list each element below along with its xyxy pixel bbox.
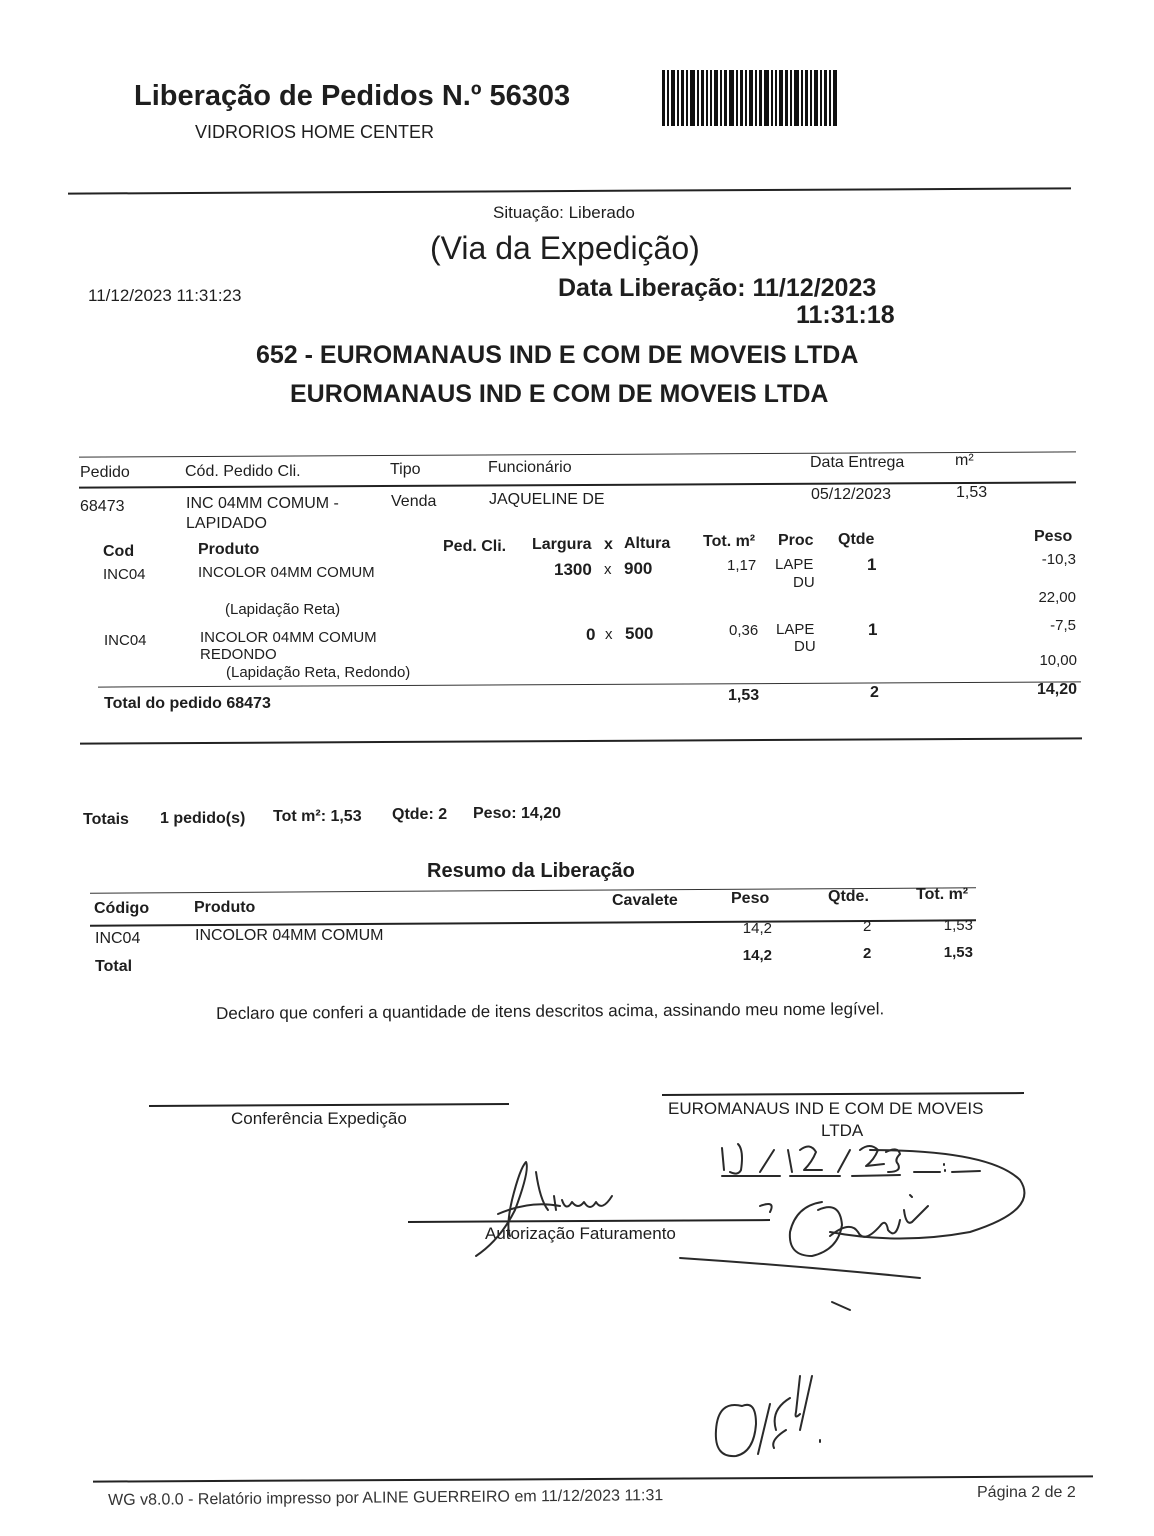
summary-row-produto: INCOLOR 04MM COMUM <box>195 927 384 944</box>
employee-name: JAQUELINE DE <box>489 491 605 508</box>
item-2-produto-2: REDONDO <box>200 646 277 663</box>
totals-label: Totais <box>83 811 129 828</box>
document-title: Liberação de Pedidos N.º 56303 <box>134 80 571 112</box>
col-cod-pedido-cli: Cód. Pedido Cli. <box>185 463 301 480</box>
item-1-detalhe: (Lapidação Reta) <box>225 601 341 618</box>
item-1-tot-m2: 1,17 <box>727 557 757 574</box>
summary-title: Resumo da Liberação <box>427 860 635 882</box>
col-m2: m² <box>955 452 974 469</box>
item-2-peso-1: -7,5 <box>1050 617 1076 634</box>
col-largura: Largura <box>532 536 592 553</box>
summary-col-qtde: Qtde. <box>828 888 869 905</box>
order-m2: 1,53 <box>956 484 988 501</box>
item-2-proc-1: LAPE <box>776 621 815 638</box>
copy-type: (Via da Expedição) <box>430 230 700 266</box>
order-total-peso: 14,20 <box>1036 681 1077 698</box>
summary-row-peso: 14,2 <box>742 920 772 937</box>
col-x: x <box>604 536 613 553</box>
autorizacao-label: Autorização Faturamento <box>485 1224 676 1243</box>
col-funcionario: Funcionário <box>488 459 572 476</box>
summary-total-peso: 14,2 <box>742 947 772 964</box>
item-1-x: x <box>604 561 612 578</box>
client-signature-name-1: EUROMANAUS IND E COM DE MOVEIS <box>668 1099 984 1118</box>
client-line-1: 652 - EUROMANAUS IND E COM DE MOVEIS LTDA <box>256 341 859 369</box>
item-2-produto: INCOLOR 04MM COMUM <box>200 629 377 646</box>
printed-datetime: 11/12/2023 11:31:23 <box>88 286 242 305</box>
declaration-text: Declaro que conferi a quantidade de itens descritos acima, assinando meu nome legível. <box>216 999 885 1023</box>
col-qtde: Qtde <box>838 531 875 548</box>
item-2-tot-m2: 0,36 <box>729 622 759 639</box>
summary-total-label: Total <box>95 958 133 975</box>
item-2-cod: INC04 <box>104 632 147 649</box>
col-data-entrega: Data Entrega <box>810 454 905 471</box>
col-altura: Altura <box>624 535 671 552</box>
status-text: Situação: Liberado <box>493 203 635 222</box>
item-1-cod: INC04 <box>103 566 146 583</box>
summary-row-tot-m2: 1,53 <box>943 917 973 934</box>
summary-row-codigo: INC04 <box>95 930 141 947</box>
summary-col-tot-m2: Tot. m² <box>916 886 969 903</box>
item-2-x: x <box>605 626 613 643</box>
item-2-altura: 500 <box>625 624 654 643</box>
summary-col-cavalete: Cavalete <box>612 892 678 909</box>
totals-m2: Tot m²: 1,53 <box>273 808 362 825</box>
item-2-peso-2: 10,00 <box>1039 652 1077 669</box>
item-1-proc-1: LAPE <box>775 556 814 573</box>
release-date: Data Liberação: 11/12/2023 <box>558 274 877 302</box>
col-ped-cli: Ped. Cli. <box>443 538 507 555</box>
totals-qtde: Qtde: 2 <box>392 806 448 823</box>
summary-row-qtde: 2 <box>863 918 872 935</box>
col-peso: Peso <box>1034 528 1073 545</box>
item-1-peso-1: -10,3 <box>1041 551 1076 568</box>
delivery-date: 05/12/2023 <box>811 486 892 503</box>
item-2-detalhe: (Lapidação Reta, Redondo) <box>226 664 411 681</box>
summary-total-tot-m2: 1,53 <box>943 944 973 961</box>
order-total-label: Total do pedido 68473 <box>104 695 271 712</box>
handwritten-date-text <box>722 1146 727 1147</box>
col-tipo: Tipo <box>390 461 421 478</box>
footer-printed-by: WG v8.0.0 - Relatório impresso por ALINE GUERREIRO em 11/12/2023 11:31 <box>108 1487 664 1509</box>
order-type: Venda <box>391 493 437 510</box>
col-produto: Produto <box>198 541 260 558</box>
conferencia-label: Conferência Expedição <box>231 1109 407 1128</box>
summary-col-peso: Peso <box>731 890 770 907</box>
item-2-largura: 0 <box>586 625 596 644</box>
item-1-peso-2: 22,00 <box>1038 589 1076 606</box>
item-2-qtde: 1 <box>868 620 878 639</box>
order-total-qtde: 2 <box>870 684 879 701</box>
item-1-proc-2: DU <box>793 574 815 591</box>
handwritten-ok-text <box>716 1400 718 1401</box>
item-1-qtde: 1 <box>867 555 877 574</box>
col-tot-m2: Tot. m² <box>703 533 756 550</box>
totals-orders: 1 pedido(s) <box>160 810 246 827</box>
order-total-m2: 1,53 <box>728 687 760 704</box>
company-name: VIDRORIOS HOME CENTER <box>195 122 435 142</box>
item-1-altura: 900 <box>624 559 653 578</box>
item-2-proc-2: DU <box>794 638 816 655</box>
client-order-code-1: INC 04MM COMUM - <box>186 495 339 512</box>
summary-total-qtde: 2 <box>863 945 872 962</box>
summary-col-codigo: Código <box>94 900 150 917</box>
order-number: 68473 <box>80 498 125 515</box>
client-line-2: EUROMANAUS IND E COM DE MOVEIS LTDA <box>290 380 829 408</box>
col-pedido: Pedido <box>80 464 130 481</box>
totals-peso: Peso: 14,20 <box>473 805 562 822</box>
footer-page-number: Página 2 de 2 <box>977 1484 1076 1501</box>
client-order-code-2: LAPIDADO <box>186 515 267 532</box>
col-proc: Proc <box>778 532 814 549</box>
summary-col-produto: Produto <box>194 899 256 916</box>
col-cod: Cod <box>103 543 135 560</box>
item-1-produto: INCOLOR 04MM COMUM <box>198 564 375 581</box>
client-signature-name-2: LTDA <box>821 1121 864 1140</box>
release-time: 11:31:18 <box>796 301 895 329</box>
item-1-largura: 1300 <box>554 560 592 579</box>
